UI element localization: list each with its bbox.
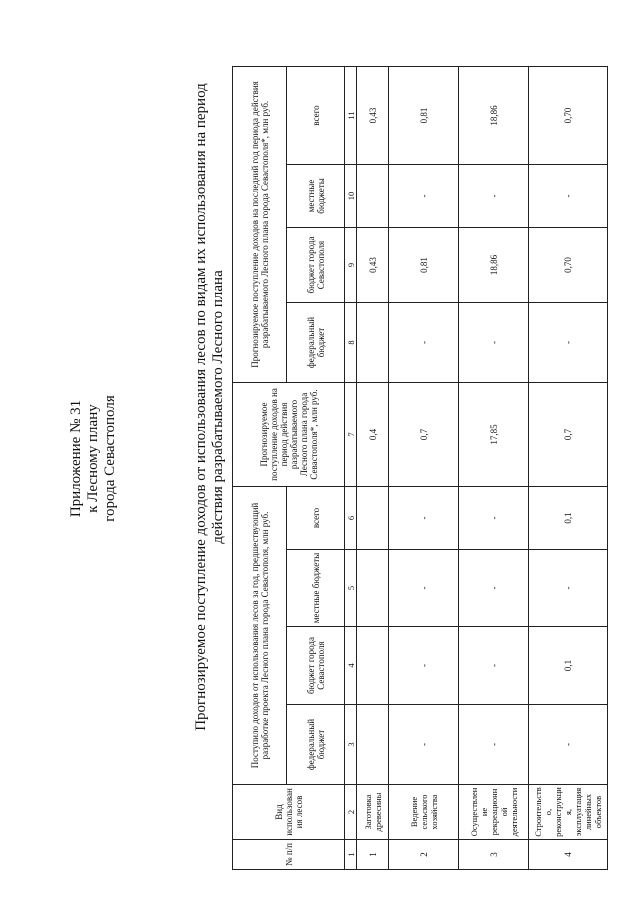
row-number: 4 bbox=[529, 840, 608, 870]
row-cell bbox=[357, 550, 389, 627]
header-local-forecast: местные бюджеты bbox=[287, 165, 345, 228]
column-number: 9 bbox=[345, 228, 357, 303]
row-cell: - bbox=[389, 165, 459, 228]
row-cell: - bbox=[389, 627, 459, 705]
header-num: № п/п bbox=[233, 840, 345, 870]
header-total-forecast: всего bbox=[287, 66, 345, 164]
header-kind: Вид использования лесов bbox=[233, 785, 345, 840]
appendix-reference: к Лесному плану bbox=[85, 404, 101, 513]
table-row bbox=[529, 66, 608, 869]
row-cell: - bbox=[389, 705, 459, 785]
header-received: Поступило доходов от использования лесов за год, предшествующий разработке проекта Лесного плана города Севастополя, млн руб. bbox=[233, 487, 287, 785]
row-cell: 0,81 bbox=[389, 228, 459, 303]
row-cell: 0,7 bbox=[529, 383, 608, 487]
row-cell: 0,43 bbox=[357, 228, 389, 303]
row-cell: 17,85 bbox=[459, 383, 529, 487]
row-kind: Осуществление рекреационной деятельности bbox=[459, 785, 529, 840]
column-number: 1 bbox=[345, 840, 357, 870]
row-cell: 0,70 bbox=[529, 66, 608, 164]
row-cell: 18,86 bbox=[459, 228, 529, 303]
appendix-header bbox=[68, 0, 119, 917]
row-cell bbox=[357, 303, 389, 383]
row-kind: Ведение сельского хозяйства bbox=[389, 785, 459, 840]
header-federal-received: федеральный бюджет bbox=[287, 705, 345, 785]
row-number: 2 bbox=[389, 840, 459, 870]
header-forecast-total: Прогнозируемое поступление доходов на период действия разрабатываемого Лесного плана города Севастополя*, млн руб. bbox=[233, 383, 345, 487]
appendix-city: города Севастополя bbox=[102, 395, 118, 522]
row-cell: - bbox=[459, 550, 529, 627]
row-cell: 0,43 bbox=[357, 66, 389, 164]
row-cell bbox=[357, 487, 389, 550]
column-number: 4 bbox=[345, 627, 357, 705]
row-cell: - bbox=[459, 165, 529, 228]
column-number: 11 bbox=[345, 66, 357, 164]
row-cell: - bbox=[459, 487, 529, 550]
row-cell: - bbox=[529, 550, 608, 627]
header-local-received: местные бюджеты bbox=[287, 550, 345, 627]
row-cell: - bbox=[529, 303, 608, 383]
header-total-received: всего bbox=[287, 487, 345, 550]
row-cell: 0,1 bbox=[529, 627, 608, 705]
row-cell bbox=[357, 705, 389, 785]
appendix-number: Приложение № 31 bbox=[68, 399, 84, 518]
row-cell: - bbox=[389, 550, 459, 627]
header-forecast-last: Прогнозируемое поступление доходов на последний год периода действия разрабатываемого Лесного плана города Севастополя*, млн руб. bbox=[233, 66, 287, 382]
row-cell: - bbox=[389, 487, 459, 550]
row-cell: - bbox=[389, 303, 459, 383]
table-row bbox=[357, 66, 389, 869]
row-cell: 18,86 bbox=[459, 66, 529, 164]
column-number: 7 bbox=[345, 383, 357, 487]
row-cell: - bbox=[459, 705, 529, 785]
column-number: 6 bbox=[345, 487, 357, 550]
row-cell: - bbox=[529, 165, 608, 228]
row-cell: 0,7 bbox=[389, 383, 459, 487]
header-city-forecast: бюджет города Севастополя bbox=[287, 228, 345, 303]
row-cell bbox=[357, 165, 389, 228]
row-number: 3 bbox=[459, 840, 529, 870]
row-cell: 0,4 bbox=[357, 383, 389, 487]
row-cell: - bbox=[529, 705, 608, 785]
row-cell: 0,1 bbox=[529, 487, 608, 550]
row-cell: - bbox=[459, 627, 529, 705]
row-kind: Заготовка древесины bbox=[357, 785, 389, 840]
column-number: 2 bbox=[345, 785, 357, 840]
header-row-top bbox=[233, 66, 287, 869]
row-cell bbox=[357, 627, 389, 705]
column-number: 5 bbox=[345, 550, 357, 627]
column-number: 3 bbox=[345, 705, 357, 785]
table-row bbox=[389, 66, 459, 869]
column-number: 10 bbox=[345, 165, 357, 228]
row-kind: Строительство, реконструкция, эксплуатация линейных объектов bbox=[529, 785, 608, 840]
column-number: 8 bbox=[345, 303, 357, 383]
row-cell: - bbox=[459, 303, 529, 383]
column-numbers-row bbox=[345, 66, 357, 869]
revenue-table bbox=[232, 66, 608, 870]
header-city-received: бюджет города Севастополя bbox=[287, 627, 345, 705]
header-federal-forecast: федеральный бюджет bbox=[287, 303, 345, 383]
document-title: Прогнозируемое поступление доходов от использования лесов по видам их использования на период действия разрабатываемого Лесного плана bbox=[193, 83, 226, 731]
table-row bbox=[459, 66, 529, 869]
row-cell: 0,70 bbox=[529, 228, 608, 303]
row-cell: 0,81 bbox=[389, 66, 459, 164]
row-number: 1 bbox=[357, 840, 389, 870]
